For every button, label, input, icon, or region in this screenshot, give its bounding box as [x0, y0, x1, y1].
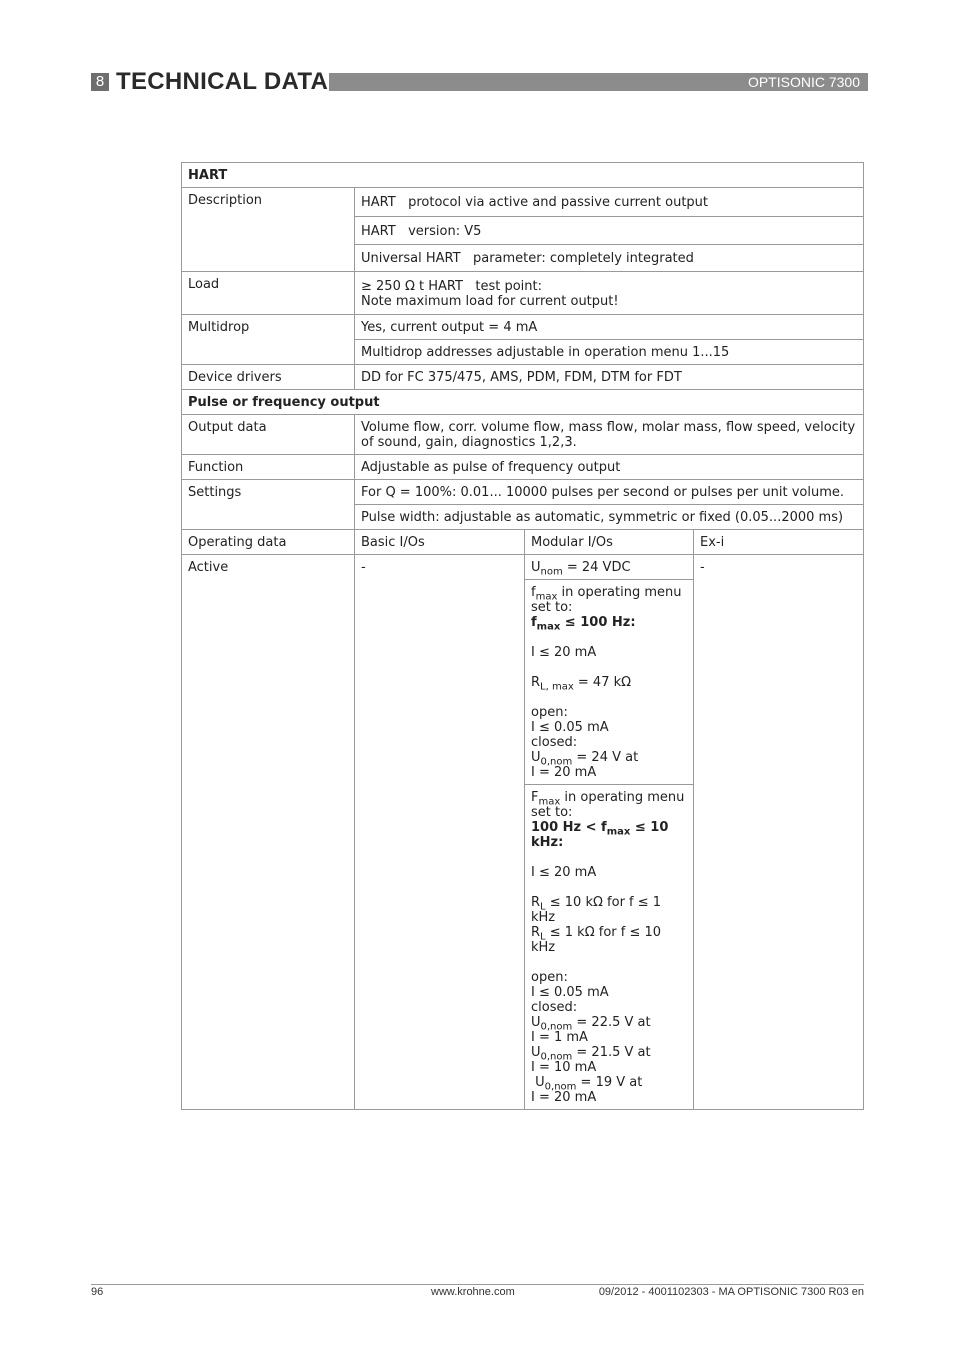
- open-value: I ≤ 0.05 mA: [531, 985, 609, 1000]
- closed-voltage-1: $U_{0,nom} = 22.5$ V at: [531, 1015, 651, 1033]
- technical-data-table: [181, 162, 864, 1110]
- unom-symbol: U: [531, 560, 541, 575]
- unom-subscript: nom: [540, 566, 563, 578]
- row-label-description: Description: [182, 188, 355, 272]
- closed-voltage-2: $U_{0,nom} = 21.5$ V at: [531, 1045, 651, 1063]
- open-label: open:: [531, 705, 568, 720]
- product-name: OPTISONIC 7300: [747, 74, 860, 90]
- fmax-setting: $f_{max}$ in operating menu set to:: [531, 585, 682, 615]
- closed-current-3: I = 20 mA: [531, 1090, 597, 1105]
- column-header-modular: Modular I/Os: [525, 530, 694, 555]
- closed-current-1: I = 1 mA: [531, 1030, 588, 1045]
- row-label-settings: Settings: [182, 480, 355, 530]
- table-row: [182, 272, 864, 315]
- row-value: Universal HART parameter: completely integrated: [355, 245, 864, 272]
- row-label-device-drivers: Device drivers: [182, 365, 355, 390]
- active-basic-value: -: [355, 555, 525, 1110]
- load-line: ≥ 250 Ω t HART test point:: [361, 279, 542, 294]
- table-row: [182, 315, 864, 340]
- active-modular-unom: [525, 555, 694, 580]
- section-title-pulse: Pulse or frequency output: [182, 390, 864, 415]
- section-title-hart: HART: [182, 163, 864, 188]
- load-resistance: $R_{L, max} = 47$ kΩ: [531, 675, 632, 693]
- row-value: Yes, current output = 4 mA: [355, 315, 864, 340]
- current-limit: I ≤ 20 mA: [531, 645, 597, 660]
- chapter-title: TECHNICAL DATA: [116, 68, 329, 95]
- row-value: For Q = 100%: 0.01... 10000 pulses per second or pulses per unit volume.: [355, 480, 864, 505]
- table-row: [182, 555, 864, 580]
- open-label: open:: [531, 970, 568, 985]
- closed-current: I = 20 mA: [531, 765, 597, 780]
- row-label-output-data: Output data: [182, 415, 355, 455]
- column-header-basic: Basic I/Os: [355, 530, 525, 555]
- table-row: [182, 455, 864, 480]
- row-value: DD for FC 375/475, AMS, PDM, FDM, DTM for FDT: [355, 365, 864, 390]
- fmax-condition: $f_{max} \le 100$ Hz:: [531, 615, 636, 633]
- closed-label: closed:: [531, 1000, 578, 1015]
- fmax-condition: 100 $Hz < f_{max} \le 10$ kHz:: [531, 820, 669, 850]
- section-row-hart: [182, 163, 864, 188]
- column-header-exi: Ex-i: [694, 530, 864, 555]
- row-value: HART protocol via active and passive current output: [355, 188, 864, 217]
- row-label-load: Load: [182, 272, 355, 315]
- page-number: 96: [91, 1286, 104, 1298]
- footer-divider: [91, 1284, 864, 1285]
- table-row: [182, 415, 864, 455]
- table-row: [182, 530, 864, 555]
- row-value: Volume flow, corr. volume flow, mass flow, molar mass, flow speed, velocity of sound, gain, diagnostics 1,2,3.: [355, 415, 864, 455]
- header-bar: [329, 73, 868, 91]
- closed-label: closed:: [531, 735, 578, 750]
- closed-voltage: $U_{0,nom} = 24$ V at: [531, 750, 639, 768]
- load-note: Note maximum load for current output!: [361, 294, 619, 309]
- chapter-number: 8: [91, 73, 109, 91]
- section-row-pulse: [182, 390, 864, 415]
- current-limit: I ≤ 20 mA: [531, 865, 597, 880]
- closed-voltage-3: $U_{0,nom} = 19$ V at: [531, 1075, 643, 1093]
- page-header: [91, 70, 868, 94]
- document-reference: 09/2012 - 4001102303 - MA OPTISONIC 7300 R03 en: [598, 1286, 864, 1298]
- modular-block-low-frequency: [525, 580, 694, 785]
- row-label-active: Active: [182, 555, 355, 1110]
- closed-current-2: I = 10 mA: [531, 1060, 597, 1075]
- table-row: [182, 480, 864, 505]
- active-exi-value: -: [694, 555, 864, 1110]
- row-value: Adjustable as pulse of frequency output: [355, 455, 864, 480]
- footer-url[interactable]: www.krohne.com: [431, 1286, 515, 1298]
- row-label-operating-data: Operating data: [182, 530, 355, 555]
- row-value-load: [355, 272, 864, 315]
- row-value: HART version: V5: [355, 217, 864, 245]
- row-value: Multidrop addresses adjustable in operation menu 1...15: [355, 340, 864, 365]
- table-row: [182, 365, 864, 390]
- row-label-function: Function: [182, 455, 355, 480]
- row-value: Pulse width: adjustable as automatic, symmetric or fixed (0.05...2000 ms): [355, 505, 864, 530]
- fmax-setting: $F_{max}$ in operating menu set to:: [531, 790, 685, 820]
- unom-value: = 24 VDC: [562, 560, 631, 575]
- table-row: [182, 188, 864, 217]
- load-resistance-10khz: $R_L \le 1$ kΩ for f ≤ 10 kHz: [531, 925, 662, 955]
- open-value: I ≤ 0.05 mA: [531, 720, 609, 735]
- row-label-multidrop: Multidrop: [182, 315, 355, 365]
- load-resistance-1khz: $R_L \le 10$ kΩ for f ≤ 1 kHz: [531, 895, 662, 925]
- modular-block-high-frequency: [525, 785, 694, 1110]
